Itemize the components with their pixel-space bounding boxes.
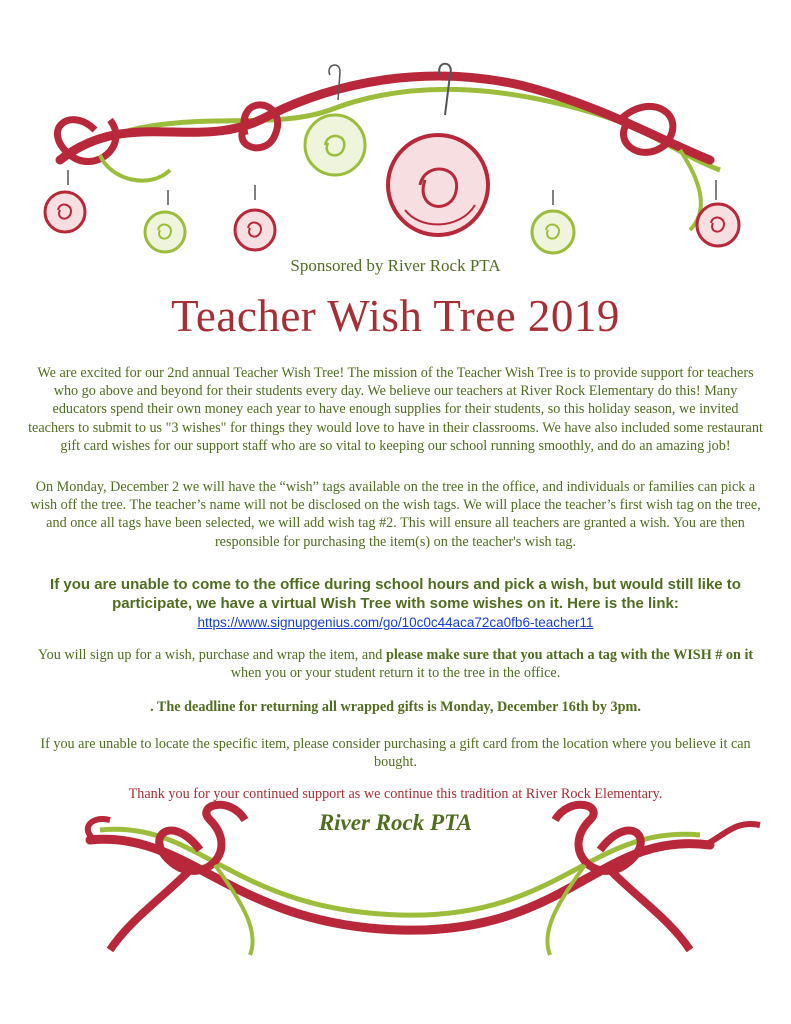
virtual-tree-text: If you are unable to come to the office during school hours and pick a wish, but would still like to participate, we have a virtual Wish Tree with some wishes on it. Here is the link: [50, 576, 741, 612]
thank-you-line: Thank you for your continued support as we continue this tradition at River Rock Elementary. [128, 786, 663, 802]
top-ribbon-ornament-decoration [0, 60, 791, 275]
signup-instructions-paragraph [28, 646, 763, 682]
page-title: Teacher Wish Tree 2019 [171, 291, 620, 341]
gift-card-paragraph: If you are unable to locate the specific item, please consider purchasing a gift card from the location where you believe it can bought. [40, 736, 751, 771]
bottom-bow-right-tail [610, 870, 690, 950]
signature: River Rock PTA [318, 810, 473, 835]
ornament-small-green-left [145, 190, 185, 252]
ornament-small-red-right [697, 180, 739, 246]
bottom-bow-left-tail [110, 870, 190, 950]
monday-paragraph: On Monday, December 2 we will have the “wish” tags available on the tree in the office, and individuals or families can pick a wish off the tree. The teacher’s name will not be disclosed on the wish tags. We will place the teacher’s first wish tag on the tree, and once all tags have been selected, we will add wish tag #2. This will ensure all teachers are granted a wish. You are then responsible for purchasing the item(s) on the teacher's wish tag. [30, 479, 761, 550]
intro-paragraph: We are excited for our 2nd annual Teacher Wish Tree! The mission of the Teacher Wish Tree is to provide support for teachers who go above and beyond for their students every day. We believe our teachers at River Rock Elementary do this! Many educators spend their own money each year to have enough supplies for their students, so this holiday season, we invited teachers to submit to us "3 wishes" for things they would love to have in their classrooms. We have also included some restaurant gift card wishes for our support staff who are so vital to keeping our school running smoothly, and do an amazing job! [28, 365, 763, 454]
top-ribbon-loop-mid [242, 105, 278, 148]
bottom-ribbon-end-right [705, 824, 760, 845]
ornament-small-red-left [45, 170, 85, 232]
signup-instructions-bold: please make sure that you attach a tag with the WISH # on it [385, 647, 754, 663]
deadline-paragraph: . The deadline for returning all wrapped gifts is Monday, December 16th by 3pm. [150, 699, 641, 715]
bottom-bow-left [159, 805, 245, 871]
ornament-small-green-right [532, 190, 574, 253]
virtual-tree-paragraph [28, 575, 763, 632]
sponsor-line: Sponsored by River Rock PTA [290, 256, 501, 275]
signup-instructions-start: You will sign up for a wish, purchase and wrap the item, and [37, 647, 386, 663]
top-ribbon-tail-left [100, 155, 170, 181]
bottom-ribbon-decoration [0, 790, 791, 970]
signup-link[interactable]: https://www.signupgenius.com/go/10c0c44aca72ca0fb6-teacher11 [197, 615, 594, 630]
ornament-small-red-mid [235, 185, 275, 250]
bottom-bow-right [555, 805, 641, 871]
top-ribbon-red [60, 76, 710, 160]
signup-instructions-end: when you or your student return it to the tree in the office. [230, 665, 561, 682]
